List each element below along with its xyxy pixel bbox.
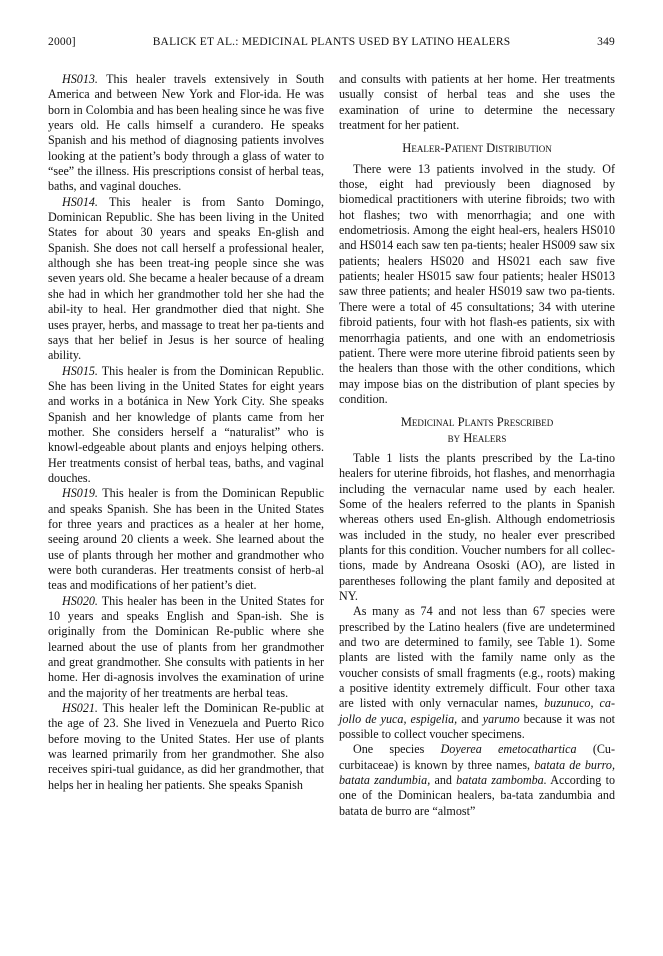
healer-paragraph-hs014 (48, 195, 324, 364)
healer-id: HS021. (62, 701, 98, 716)
section-heading-line: by Healers (447, 430, 507, 445)
right-column (339, 72, 615, 819)
section-heading-healer-patient-distribution: Healer-Patient Distribution (402, 141, 552, 156)
text-run: As many as 74 and not less than 67 species were prescribed by the Latino healers (five are undetermined and two are determined to family, see Table 1). Some plants are listed with the family name only as the voucher consists of small fragments (e.g., roots) making a positive identity extremely difficult. Four other taxa are listed with only vernacular names, (339, 604, 615, 711)
species-name: Doyerea emetocathartica (440, 742, 577, 757)
distribution-paragraph: There were 13 patients involved in the study. Of those, eight had previously been diagnosed by biomedical practitioners with uterine fibroids; two with hot flashes; two with menorrhagia; and one with endometriosis. Among the eight heal-ers, healers HS010 and HS014 each saw ten pa-tients; healer HS009 saw six patients; healers HS020 and HS021 each saw five patients; healer HS015 saw four patients; healer HS013 saw three patients; and healer HS019 saw two pa-tients. There were a total of 45 consultations; 34 with uterine fibroid patients, four with hot flash-es patients, six with menorrhagia patients, and one with an endometriosis patient. There were more uterine fibroid patients seen by the healers than those with the other conditions, which may impose bias on the distribution of plant species by condition. (339, 161, 615, 406)
healer-text: This healer travels extensively in South America and between New York and Flor-ida. He was born in Colombia and has been healing since he was five years old. He calls himself a curandero. He speaks Spanish and his method of diagnosing patients involves looking at the patient’s body through a glass of water to “see” the illness. His prescriptions consist of herbal teas, baths, and vaginal douches. (48, 72, 324, 194)
issue-year: 2000] (48, 36, 76, 48)
healer-id: HS020. (62, 593, 98, 608)
healer-paragraph-hs013 (48, 72, 324, 195)
healer-paragraph-hs015 (48, 364, 324, 487)
healer-text: This healer has been in the United States for 10 years and speaks English and Span-ish. She is originally from the Dominican Re-public where she learned about the use of plants from her grandmother and great grandmother. She consults with patients in her home. Her di-agnosis involves the examination of urine and the majority of her treatments are herbal teas. (48, 593, 324, 700)
text-run: and (430, 773, 457, 788)
running-header (48, 36, 615, 52)
plants-paragraph-doyerea (339, 742, 615, 819)
continuation-paragraph: and consults with patients at her home. Her treatments usually consist of herbal teas and she uses the examination of urine to determine the necessary treatment for her patient. (339, 72, 615, 133)
text-run: because it was not possible to collect voucher specimens. (339, 711, 615, 742)
plants-paragraph-table1: Table 1 lists the plants prescribed by the La-tino healers for uterine fibroids, hot flashes, and menorrhagia including the vernacular name used by each healer. Some of the healers referred to the plants in Spanish whereas others used En-glish. Although endometriosis was included in the study, no healer ever prescribed plants for this condition. Voucher numbers for all collec-tions, made by Andreana Ososki (AO), are listed in parentheses following the plant family and deposited at NY. (339, 450, 615, 603)
section-heading-medicinal-plants (339, 415, 615, 446)
healer-id: HS019. (62, 486, 98, 501)
healer-text: This healer left the Dominican Re-public at the age of 23. She lived in Venezuela and Puerto Rico before moving to the United States. Her use of plants was learned primarily from her grandmother. She also receives spiri-tual guidance, as did her grandmother, that helps her in healing her patients. She speaks Spanish (48, 701, 324, 792)
body-columns (48, 72, 615, 819)
healer-paragraph-hs020 (48, 594, 324, 701)
text-run: and (457, 711, 483, 726)
healer-id: HS013. (62, 72, 98, 86)
page-number: 349 (597, 36, 615, 48)
plants-paragraph-species-count (339, 604, 615, 742)
healer-id: HS015. (62, 363, 98, 378)
vernacular-name: batata zambomba. (456, 773, 547, 788)
text-run: (Cu-curbitaceae) is known by three names, (339, 742, 615, 772)
healer-paragraph-hs019 (48, 486, 324, 593)
left-column (48, 72, 324, 819)
vernacular-name: yarumo (482, 711, 520, 726)
healer-text: This healer is from the Dominican Republic and speaks Spanish. She has been in the United States for three years and practices as a healer at her home, seeing around 20 clients a week. She learned about the use of plants through her mother and grandmother who were both curanderas. Her treatments consist of herb-al teas and modifications of her patient’s diet. (48, 486, 324, 593)
healer-paragraph-hs021 (48, 701, 324, 793)
running-title: BALICK ET AL.: MEDICINAL PLANTS USED BY LATINO HEALERS (152, 36, 511, 48)
text-run: One species (353, 742, 441, 757)
healer-id: HS014. (62, 194, 98, 209)
vernacular-names: buzunuco, ca-jollo de yuca, espigelia, (339, 696, 615, 726)
section-heading-line: Medicinal Plants Prescribed (400, 415, 554, 430)
text-run: According to one of the Dominican healers, ba-tata zandumbia and batata de burro are “almost” (339, 773, 615, 818)
healer-text: This healer is from the Dominican Republic. She has been living in the United States for eight years and works in a botánica in New York City. She speaks Spanish and her knowledge of plants came from her mother. She considers herself a “naturalist” who is knowl-edgeable about plants and enjoys helping others. Her treatments consist of herbal teas, baths, and vaginal douches. (48, 363, 324, 485)
healer-text: This healer is from Santo Domingo, Dominican Republic. She has been living in the United States for about 30 years and speaks En-glish and Spanish. She does not call herself a professional healer, although she has been treat-ing people since she was seven years old. She became a healer because of a dream she had in which her grandmother told her she had the abil-ity to heal. Her grandmother died that night. She uses prayer, herbs, and massage to treat her pa-tients and says that her belief in Jesus is her source of healing ability. (48, 194, 324, 363)
vernacular-names: batata de burro, batata zandumbia, (339, 757, 615, 788)
